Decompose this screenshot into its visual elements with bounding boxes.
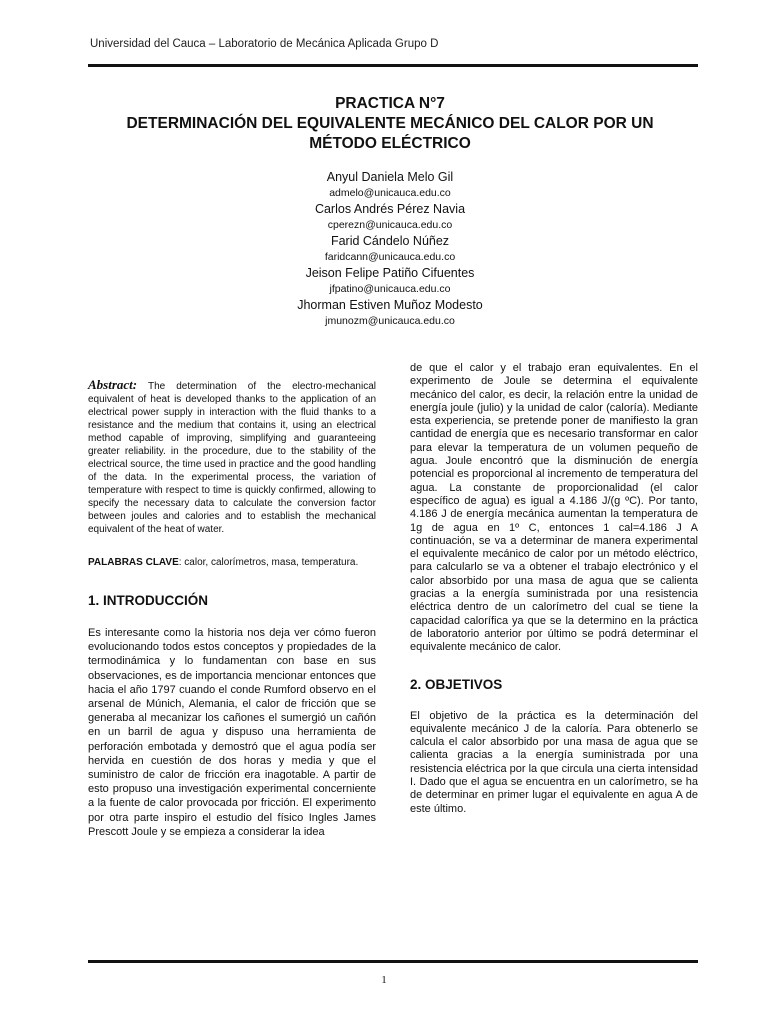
author-name: Jeison Felipe Patiño Cifuentes	[305, 266, 475, 280]
author-email: jfpatino@unicauca.edu.co	[329, 282, 451, 295]
abstract-label: Abstract:	[88, 377, 138, 392]
title-line-3: MÉTODO ELÉCTRICO	[309, 135, 471, 152]
author-name: Anyul Daniela Melo Gil	[326, 170, 454, 184]
abstract	[88, 378, 376, 536]
left-column	[88, 378, 376, 839]
title-line-2: DETERMINACIÓN DEL EQUIVALENTE MECÁNICO DEL CALOR POR UN	[126, 115, 654, 132]
intro-continued-text: de que el calor y el trabajo eran equivalentes. En el experimento de Joule se determina el equivalente mecánico del calor, es decir, la relación entre la unidad de energía joule (julio) y la unidad de calor (caloría). Mediante esta experiencia, se pretende poner de manifiesto la gran cantidad de energía que es necesario transformar en calor para elevar la temperatura de un volumen pequeño de agua. Joule encontró que la disminución de energía potencial es proporcional al incremento de temperatura del agua. La constante de proporcionalidad (el calor específico de agua) es igual a 4.186 J/(g ºC). Por tanto, 4.186 J de energía mecánica aumentan la temperatura de 1g de agua en 1º C, entonces 1 cal=4.186 J A continuación, se va a determinar de manera experimental el equivalente mecánico de calor por un método eléctrico, para calcularlo se va a obtener el trabajo electrónico y el calor absorbido por una masa de agua que se calienta gracias a la energía suministrada por una resistencia eléctrica dentro de un calorímetro del cual se tiene la capacidad calorífica ya que se la determino en la práctica de laboratorio anterior por último se podrá determinar el equivalente mecánico de calor.	[410, 362, 698, 654]
intro-text: Es interesante como la historia nos deja ver cómo fueron evolucionando todos estos conceptos y propiedades de la termodinámica y lo fundamentan con base en sus observaciones, es de importancia mencionar entonces que hacia el año 1797 cuando el conde Rumford observo en el arsenal de Múnich, Alemania, el calor de fricción que se generaba al mecanizar los cañones el sumergió un cañón en un barril de agua y dispuso una herramienta de perforación embotada y demostró que el agua podía ser hervida en cuestión de dos horas y media y que el suministro de calor de fricción era inagotable. A partir de esto propuso una investigación experimental concerniente a la fuente de calor provocada por fricción. El experimento por otra parte inspiro el estudio del físico Ingles James Prescott Joule y se empieza a considerar la idea	[88, 627, 376, 838]
author-name: Carlos Andrés Pérez Navia	[314, 202, 466, 216]
objectives-heading: 2. OBJETIVOS	[410, 676, 503, 692]
abstract-text: The determination of the electro-mechanical equivalent of heat is developed thanks to the application of an electrical power supply in interaction with the fluid thanks to a resistance and the medium that contains it, using an electrical method capable of improving, simplifying and guaranteeing greater reliability. in the procedure, due to the stability of the electrical source, the time used in practice and the good handling of the data. In the experimental process, the variation of temperature with respect to time is quickly confirmed, allowing to specify the necessary data to calculate the conversion factor between joules and calories and to establish the mechanical equivalent of the heat of water.	[88, 381, 376, 535]
bottom-rule	[88, 960, 698, 963]
running-header: Universidad del Cauca – Laboratorio de Mecánica Aplicada Grupo D	[90, 38, 439, 50]
author-email: jmunozm@unicauca.edu.co	[325, 314, 455, 327]
keywords-text: : calor, calorímetros, masa, temperatura.	[178, 557, 359, 568]
top-rule	[88, 64, 698, 67]
author-email: cperezn@unicauca.edu.co	[327, 218, 453, 231]
keywords	[88, 556, 376, 569]
author-list	[80, 170, 700, 330]
intro-heading: 1. INTRODUCCIÓN	[88, 593, 209, 608]
author-name: Farid Cándelo Núñez	[330, 234, 450, 248]
keywords-label: PALABRAS CLAVE	[88, 557, 179, 568]
paper-title	[80, 94, 700, 154]
right-column	[410, 362, 698, 816]
author-name: Jhorman Estiven Muñoz Modesto	[297, 298, 483, 312]
objectives-text: El objetivo de la práctica es la determinación del equivalente mecánico J de la caloría. Para obtenerlo se calcula el calor absorbido por una masa de agua que se calienta gracias a la energía suministrada por una resistencia eléctrica por la que circula una cierta intensidad I. Dado que el agua se encuentra en un calorímetro, se ha de determinar en primer lugar el equivalente en agua A de este último.	[410, 709, 698, 815]
author-email: admelo@unicauca.edu.co	[329, 186, 451, 199]
author-email: faridcann@unicauca.edu.co	[324, 250, 456, 263]
title-line-1: PRACTICA N°7	[335, 95, 445, 112]
page-number: 1	[381, 974, 387, 986]
